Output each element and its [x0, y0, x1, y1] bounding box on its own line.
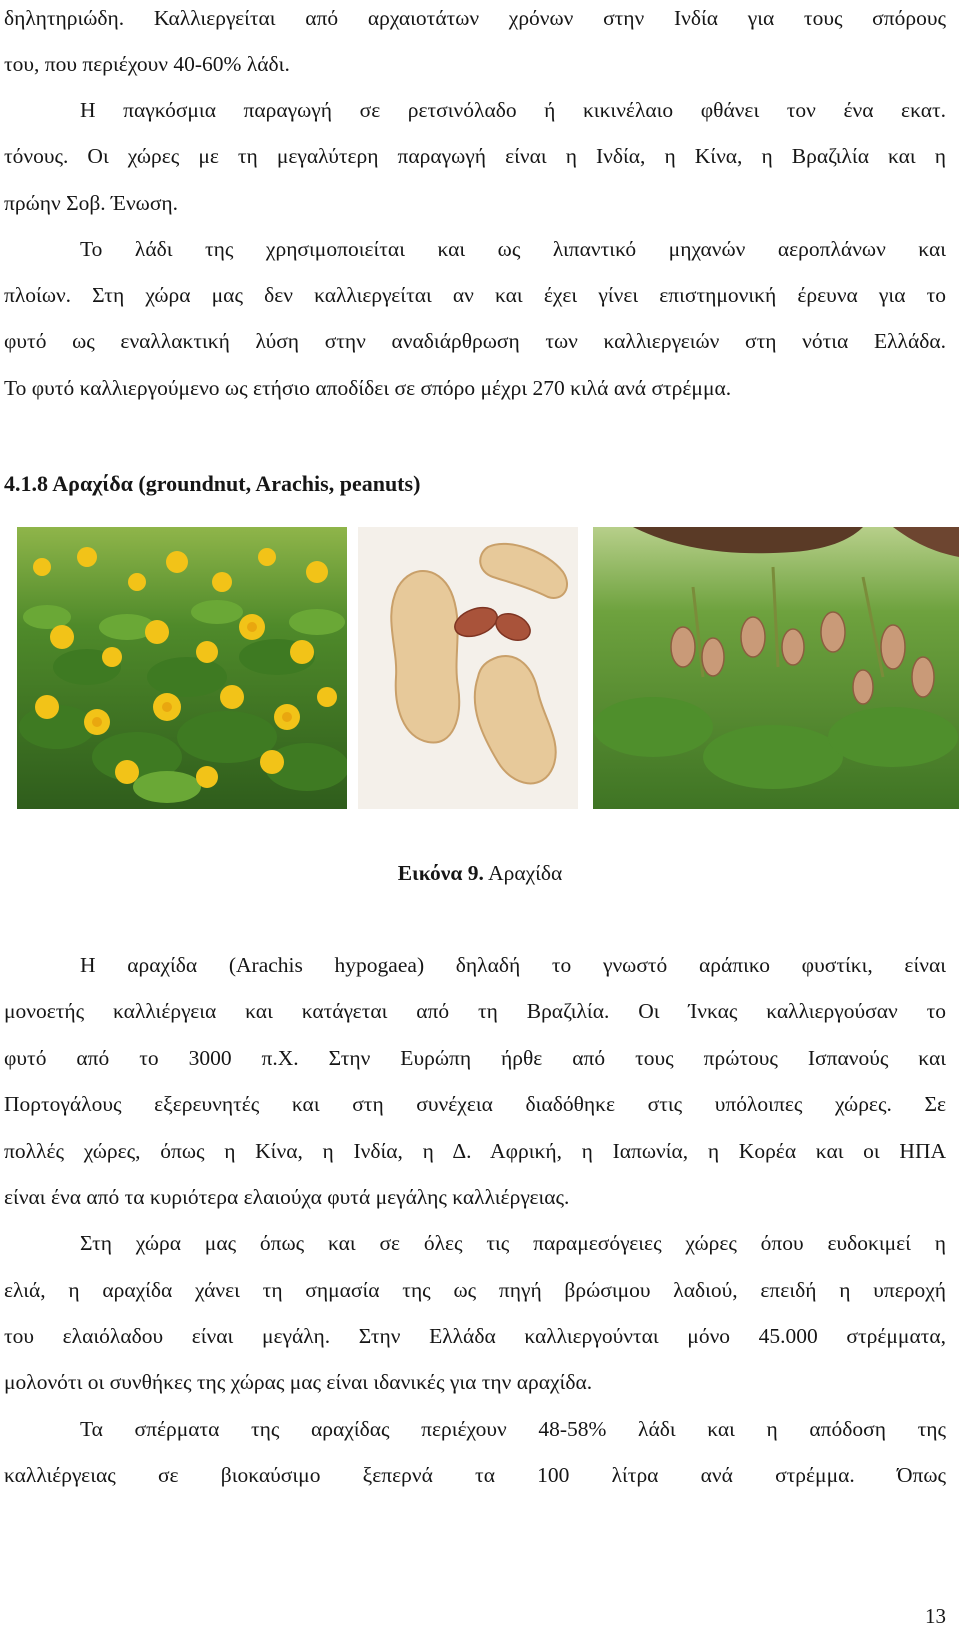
- text-line: του ελαιόλαδου είναι μεγάλη. Στην Ελλάδα καλλιεργούνται μόνο 45.000 στρέμματα,: [4, 1324, 946, 1348]
- text-line: πολλές χώρες, όπως η Κίνα, η Ινδία, η Δ. Αφρική, η Ιαπωνία, η Κορέα και οι ΗΠΑ: [4, 1139, 946, 1163]
- figure-caption-text: Αραχίδα: [483, 861, 563, 885]
- text-line: μονοετής καλλιέργεια και κατάγεται από τη Βραζιλία. Οι Ίνκας καλλιεργούσαν το: [4, 999, 946, 1023]
- text-line: του, που περιέχουν 40-60% λάδι.: [4, 52, 290, 76]
- text-line: Πορτογάλους εξερευνητές και στη συνέχεια διαδόθηκε στις υπόλοιπες χώρες. Σε: [4, 1092, 946, 1116]
- figure-caption-label: Εικόνα 9.: [397, 861, 484, 885]
- text-line: φυτό από το 3000 π.Χ. Στην Ευρώπη ήρθε από τους πρώτους Ισπανούς και: [4, 1046, 946, 1070]
- peanut-shells-image: [358, 527, 578, 809]
- text-line: Η αραχίδα (Arachis hypogaea) δηλαδή το γνωστό αράπικο φυστίκι, είναι: [80, 953, 946, 977]
- figure-caption: [0, 859, 960, 887]
- text-line: καλλιέργειας σε βιοκαύσιμο ξεπερνά τα 100 λίτρα ανά στρέμμα. Όπως: [4, 1463, 946, 1487]
- text-line: μολονότι οι συνθήκες της χώρας μας είναι ιδανικές για την αραχίδα.: [4, 1370, 593, 1394]
- text-line: Το λάδι της χρησιμοποιείται και ως λιπαντικό μηχανών αεροπλάνων και: [80, 237, 946, 261]
- text-line: ελιά, η αραχίδα χάνει τη σημασία της ως πηγή βρώσιμου λαδιού, επειδή η υπεροχή: [4, 1278, 946, 1302]
- text-line: τόνους. Οι χώρες με τη μεγαλύτερη παραγωγή είναι η Ινδία, η Κίνα, η Βραζιλία και η: [4, 144, 946, 168]
- text-line: Το φυτό καλλιεργούμενο ως ετήσιο αποδίδει σε σπόρο μέχρι 270 κιλά ανά στρέμμα.: [4, 376, 732, 400]
- text-line: πρώην Σοβ. Ένωση.: [4, 191, 179, 215]
- text-line: δηλητηριώδη. Καλλιεργείται από αρχαιοτάτων χρόνων στην Ινδία για τους σπόρους: [4, 6, 946, 30]
- text-line: Στη χώρα μας όπως και σε όλες τις παραμεσόγειες χώρες όπου ευδοκιμεί η: [80, 1231, 946, 1255]
- text-line: είναι ένα από τα κυριότερα ελαιούχα φυτά μεγάλης καλλιέργειας.: [4, 1185, 570, 1209]
- text-line: Η παγκόσμια παραγωγή σε ρετσινόλαδο ή κικινέλαιο φθάνει τον ένα εκατ.: [80, 98, 946, 122]
- text-line: Τα σπέρματα της αραχίδας περιέχουν 48-58% λάδι και η απόδοση της: [80, 1417, 946, 1441]
- text-line: πλοίων. Στη χώρα μας δεν καλλιεργείται αν και έχει γίνει επιστημονική έρευνα για το: [4, 283, 946, 307]
- peanut-field-flowers-image: [17, 527, 347, 809]
- text-line: φυτό ως εναλλακτική λύση στην αναδιάρθρωση των καλλιεργειών στη νότια Ελλάδα.: [4, 329, 946, 353]
- page-number: 13: [925, 1604, 946, 1628]
- section-heading: 4.1.8 Αραχίδα (groundnut, Arachis, peanuts): [4, 471, 421, 496]
- harvested-peanut-plant-image: [593, 527, 959, 809]
